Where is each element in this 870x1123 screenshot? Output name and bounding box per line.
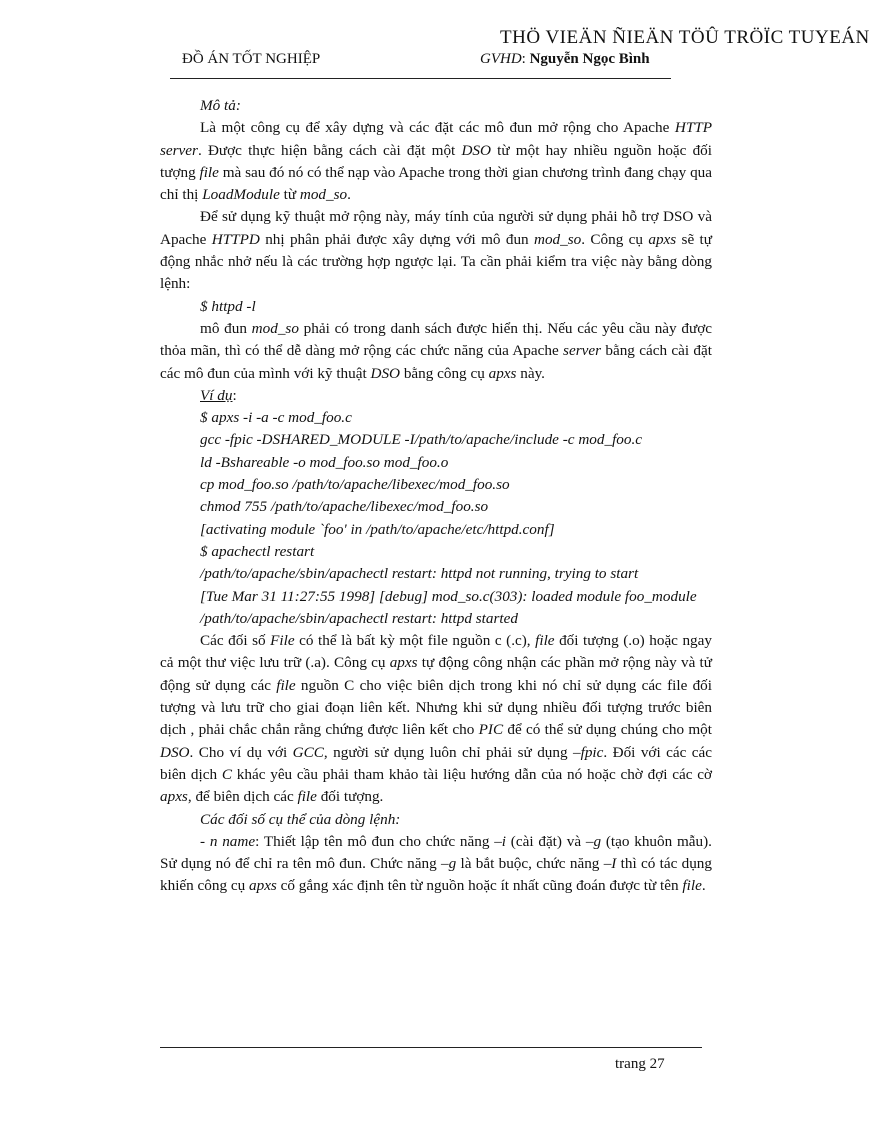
paragraph-file-arguments (160, 630, 712, 808)
text-run: file (276, 676, 296, 694)
header-advisor (480, 51, 650, 68)
text-run: từ một hay nhiều nguồn hoặc đối tượng (160, 141, 712, 181)
advisor-name: Nguyễn Ngọc Bình (529, 51, 650, 67)
text-run: file (297, 788, 317, 806)
text-run: . Đối với các các biên dịch (160, 743, 712, 783)
text-run: file (535, 632, 555, 650)
header-title: ĐỒ ÁN TỐT NGHIỆP (182, 51, 321, 67)
footer-rule (160, 1047, 702, 1048)
paragraph-dso-requirement (160, 206, 712, 295)
text-run: server (563, 342, 602, 360)
text-run: apxs (488, 364, 517, 382)
paragraph-n-name (160, 831, 712, 898)
text-run: Để sử dụng kỹ thuật mở rộng này, máy tính của người sử dụng phải hỗ trợ DSO và Apache (160, 208, 712, 248)
advisor-separator: : (521, 51, 530, 67)
paragraph-apxs-intro (160, 117, 712, 206)
text-run: để có thể sử dụng chúng cho một (503, 721, 712, 739)
text-run: có thể là bất kỳ một file nguồn c (.c), (294, 632, 536, 650)
command-httpd: $ httpd -l (200, 297, 256, 315)
code-line: cp mod_foo.so /path/to/apache/libexec/mod_foo.so (200, 476, 510, 494)
text-run: –g (441, 855, 457, 873)
text-run: (tạo khuôn mẫu). Sử dụng nó để chỉ ra tên mô đun. Chức năng (160, 832, 712, 873)
text-run: apxs (160, 788, 188, 806)
text-run: Các đối số (200, 632, 271, 650)
text-run: sẽ tự động nhắc nhở nếu là các trường hợp ngược lại. Ta cần phải kiểm tra việc này bằng dòng lệnh: (160, 230, 712, 293)
text-run: phải có trong danh sách được hiển thị. Nếu các yêu cầu này được thỏa mãn, thì có thể dễ dàng mở rộng các chức năng của Apache (160, 319, 712, 360)
example-label: Ví dụ (200, 386, 233, 404)
code-line: [activating module `foo' in /path/to/apache/etc/httpd.conf] (200, 520, 555, 538)
text-run: mod_so (251, 319, 299, 337)
text-run: DSO (160, 743, 190, 761)
arguments-heading: Các đối số cụ thể của dòng lệnh: (200, 810, 401, 828)
text-run: cố gắng xác định tên từ nguồn hoặc ít nhất cũng đoán được từ tên (276, 877, 683, 895)
text-run: HTTP server (160, 119, 712, 159)
text-run: –fpic (573, 743, 604, 761)
text-run: mod_so (533, 230, 582, 248)
text-run: HTTPD (211, 230, 260, 248)
code-line: $ apxs -i -a -c mod_foo.c (200, 409, 352, 427)
text-run: . (701, 877, 706, 895)
library-watermark: THÖ VIEÄN ÑIEÄN TÖÛ TRÖÏC TUYEÁN (500, 27, 870, 48)
text-run: mà sau đó nó có thể nạp vào Apache trong thời gian chương trình đang chạy qua chỉ thị (160, 163, 712, 204)
text-run: là bắt buộc, chức năng (456, 855, 604, 873)
text-run: GCC (292, 743, 324, 761)
header-rule (170, 78, 671, 79)
code-line: /path/to/apache/sbin/apachectl restart: httpd started (200, 609, 518, 627)
text-run: File (270, 632, 295, 650)
text-run: PIC (478, 721, 504, 739)
code-line: /path/to/apache/sbin/apachectl restart: httpd not running, trying to start (200, 565, 639, 583)
text-run: , để biên dịch các (187, 788, 298, 806)
text-run: - (200, 832, 210, 850)
text-run: đối tượng (.o) hoặc ngay cả một thư việc lưu trữ (.a). Công cụ (160, 632, 712, 672)
example-heading (160, 385, 712, 407)
text-run: apxs (648, 230, 677, 248)
text-run: . Công cụ (581, 230, 649, 248)
text-run: này. (516, 364, 545, 382)
text-run: apxs (389, 654, 418, 672)
text-run: DSO (370, 364, 401, 382)
code-line: chmod 755 /path/to/apache/libexec/mod_foo.so (200, 498, 489, 516)
text-run: bằng công cụ (400, 364, 489, 382)
text-run: : Thiết lập tên mô đun cho chức năng (255, 832, 495, 850)
text-run: . Cho ví dụ với (189, 743, 293, 761)
text-run: . Được thực hiện bằng cách cài đặt một (197, 141, 462, 159)
example-colon: : (232, 386, 237, 404)
text-run: tự động công nhận các phần mở rộng này và tử động sử dụng các (160, 654, 713, 694)
text-run: C (221, 765, 232, 783)
text-run: bằng cách cài đặt các mô đun của mình với kỹ thuật (160, 342, 712, 382)
text-run: DSO (461, 141, 491, 159)
text-run: mô đun (200, 319, 252, 337)
advisor-label: GVHD (480, 51, 522, 67)
page-number: trang 27 (615, 1056, 665, 1072)
code-line-wrapped: [Tue Mar 31 11:27:55 1998] [debug] mod_so.c(303): loaded module foo_module (200, 587, 697, 605)
text-run: từ (279, 186, 300, 204)
text-run: nhị phân phải được xây dựng với mô đun (259, 230, 534, 248)
text-run: apxs (249, 877, 277, 895)
text-run: (cài đặt) và (506, 832, 586, 850)
text-run: mod_so (299, 186, 348, 204)
text-run: file (682, 877, 702, 895)
text-run: thì có tác dụng khiến công cụ (160, 855, 712, 895)
text-run: đối tượng. (316, 788, 384, 806)
text-run: –I (603, 855, 617, 873)
text-run: , người sử dụng luôn chỉ phải sử dụng (323, 743, 574, 761)
text-run: file (199, 163, 219, 181)
text-run: –i (494, 832, 507, 850)
text-run: –g (585, 832, 602, 850)
code-line: $ apachectl restart (200, 542, 315, 560)
code-line: ld -Bshareable -o mod_foo.so mod_foo.o (200, 453, 449, 471)
text-run: khác yêu cầu phải tham khảo tài liệu hướng dẫn của nó hoặc chờ đợi các cờ (232, 765, 713, 783)
text-run: nguồn C cho việc biên dịch trong khi nó chỉ sử dụng các file đối tượng và lưu trữ cho giai đoạn liên kết. Nhưng khi sử dụng nhiều đối tượng trước biên dịch , phải chắc chắn rằng chứng được liên kết cho (160, 676, 712, 739)
mota-heading: Mô tả: (200, 97, 241, 114)
page-body (160, 95, 712, 898)
text-run: . (347, 186, 351, 204)
paragraph-mod-so (160, 318, 712, 385)
code-line: gcc -fpic -DSHARED_MODULE -I/path/to/apache/include -c mod_foo.c (200, 431, 643, 449)
text-run: LoadModule (202, 186, 280, 204)
text-run: n name (209, 832, 256, 850)
text-run: Là một công cụ để xây dựng và các đặt các mô đun mở rộng cho Apache (200, 119, 675, 137)
